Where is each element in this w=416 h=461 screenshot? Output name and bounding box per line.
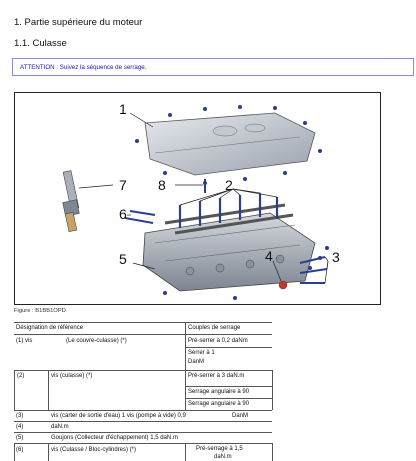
figure-label-2: 2 xyxy=(225,177,233,193)
row-designation: vis (carter de sortie d'eau) 1 vis (pompe à vide) 0,9 xyxy=(51,413,186,419)
row-ref: (6) xyxy=(16,447,24,453)
row-value: DanM xyxy=(188,359,205,365)
row-ref: (4) xyxy=(16,424,24,430)
row-ref: (2) xyxy=(17,373,25,379)
row-value: DanM xyxy=(232,413,249,419)
row-value: Pré-serrer à 0,2 daNm xyxy=(188,338,248,344)
row-ref: (5) xyxy=(16,435,24,441)
figure-label-1: 1 xyxy=(119,101,127,117)
row-ref: (1) vis xyxy=(16,338,33,344)
table-header-couples: Couples de serrage xyxy=(188,325,241,331)
row-designation: vis (Culasse / Bloc-cylindres) (*) xyxy=(51,447,137,453)
section-heading: 1. Partie supérieure du moteur xyxy=(14,17,143,28)
row-value: Serrage angulaire à 90 xyxy=(188,389,250,395)
figure-caption: Figure : B1BB1OPD xyxy=(14,308,66,314)
row-value: Pré-serrage à 1,5 xyxy=(196,446,243,452)
spark-plug xyxy=(63,171,80,232)
attention-text: ATTENTION : Suivez la séquence de serrage. xyxy=(20,64,147,71)
table-header-designation: Désignation de référence xyxy=(16,325,84,331)
row-value: Serrer à 1 xyxy=(188,350,215,356)
attention-box xyxy=(12,58,414,76)
figure-label-4: 4 xyxy=(265,248,273,264)
figure-label-5: 5 xyxy=(119,251,127,267)
figure-label-3: 3 xyxy=(332,249,340,265)
figure-label-6: 6 xyxy=(119,206,127,222)
row-designation: Goujons (Collecteur d'échappement) 1,5 daN.m xyxy=(51,435,178,441)
figure-label-8: 8 xyxy=(158,177,166,193)
engine-illustration xyxy=(15,93,381,305)
figure-label-7: 7 xyxy=(119,177,127,193)
valve-cover xyxy=(145,113,315,175)
row-designation: daN.m xyxy=(51,424,69,430)
row-designation: (Le couvre-culasse) (*) xyxy=(66,338,127,344)
row-designation: vis (culasse) (*) xyxy=(51,373,93,379)
row-ref: (3) xyxy=(16,413,24,419)
row-value: Pré-serrer à 3 daN.m xyxy=(188,373,245,379)
row-value: Serrage angulaire à 90 xyxy=(188,401,250,407)
engine-figure xyxy=(14,92,381,305)
row-value: daN.m xyxy=(214,454,232,460)
subsection-heading: 1.1. Culasse xyxy=(14,38,67,49)
